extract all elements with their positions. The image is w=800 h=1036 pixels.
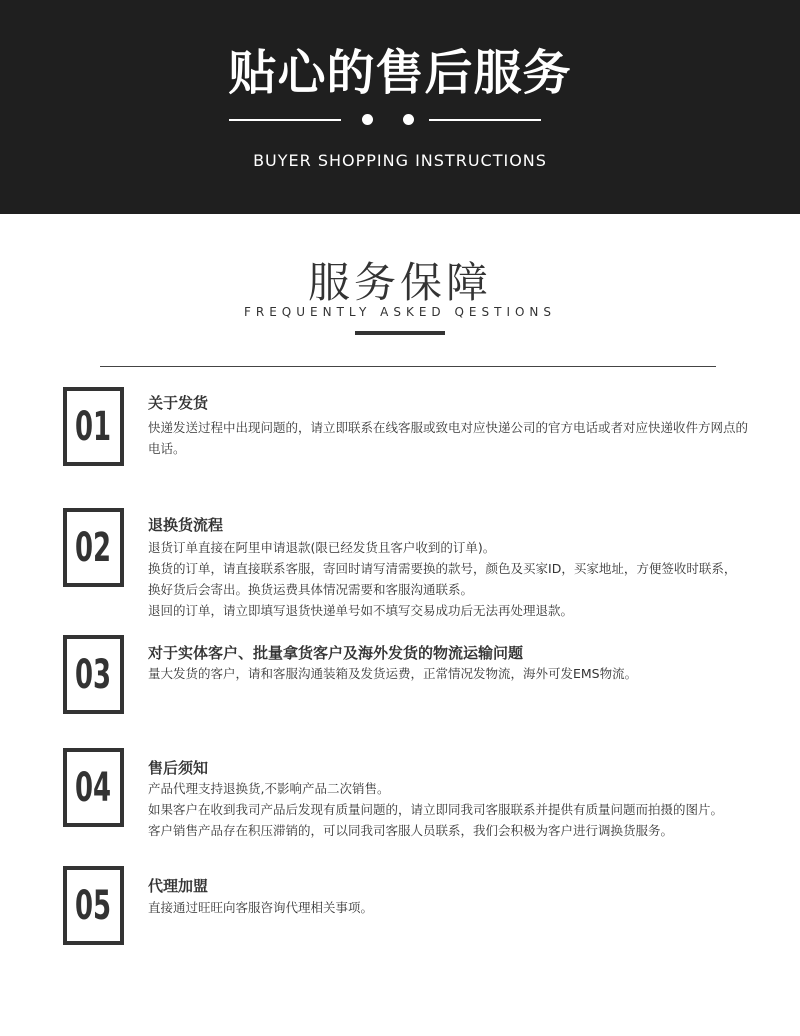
item-body — [148, 417, 748, 459]
item-body — [148, 663, 748, 684]
item-title: 对于实体客户、批量拿货客户及海外发货的物流运输问题 — [148, 644, 524, 662]
item-number-box — [63, 508, 124, 587]
item-line: 退货订单直接在阿里申请退款(限已经发货且客户收到的订单)。 — [148, 540, 496, 555]
banner-dot-icon — [403, 114, 414, 125]
item-number: 01 — [75, 403, 112, 450]
section-title: 服务保障 — [307, 258, 492, 307]
banner-subtitle: BUYER SHOPPING INSTRUCTIONS — [253, 151, 547, 170]
item-body — [148, 897, 748, 918]
item-line: 客户销售产品存在积压滞销的，可以同我司客服人员联系，我们会积极为客户进行调换货服务。 — [148, 823, 674, 838]
item-line: 如果客户在收到我司产品后发现有质量问题的，请立即同我司客服联系并提供有质量问题而拍摄的图片。 — [148, 802, 724, 817]
item-number-box — [63, 866, 124, 945]
item-body — [148, 778, 748, 841]
item-title: 关于发货 — [148, 394, 209, 412]
item-line: 直接通过旺旺向客服咨询代理相关事项。 — [148, 900, 374, 915]
header-banner — [0, 0, 800, 214]
banner-divider-right — [429, 119, 541, 121]
banner-title: 贴心的售后服务 — [228, 45, 572, 101]
item-number-box — [63, 635, 124, 714]
banner-divider-left — [229, 119, 341, 121]
item-number: 05 — [75, 882, 112, 929]
item-number-box — [63, 748, 124, 827]
item-number: 04 — [75, 764, 112, 811]
item-line: 量大发货的客户，请和客服沟通装箱及发货运费，正常情况发物流，海外可发EMS物流。 — [148, 666, 638, 681]
item-number: 03 — [75, 651, 112, 698]
item-number: 02 — [75, 524, 112, 571]
item-line: 换货的订单，请直接联系客服，寄回时请写清需要换的款号，颜色及买家ID，买家地址，方便签收时联系，换好货后会寄出。换货运费具体情况需要和客服沟通联系。 — [148, 561, 737, 597]
item-title: 代理加盟 — [148, 877, 209, 895]
item-number-box — [63, 387, 124, 466]
item-line: 产品代理支持退换货,不影响产品二次销售。 — [148, 781, 390, 796]
section-underline — [355, 331, 445, 335]
item-line: 退回的订单，请立即填写退货快递单号如不填写交易成功后无法再处理退款。 — [148, 603, 574, 618]
item-title: 售后须知 — [148, 759, 209, 777]
section-divider — [100, 366, 716, 367]
item-title: 退换货流程 — [148, 516, 224, 534]
item-line: 快递发送过程中出现问题的，请立即联系在线客服或致电对应快递公司的官方电话或者对应快递收件方网点的电话。 — [148, 420, 749, 456]
item-body — [148, 537, 748, 621]
banner-dot-icon — [362, 114, 373, 125]
section-subtitle: FREQUENTLY ASKED QESTIONS — [243, 305, 557, 319]
